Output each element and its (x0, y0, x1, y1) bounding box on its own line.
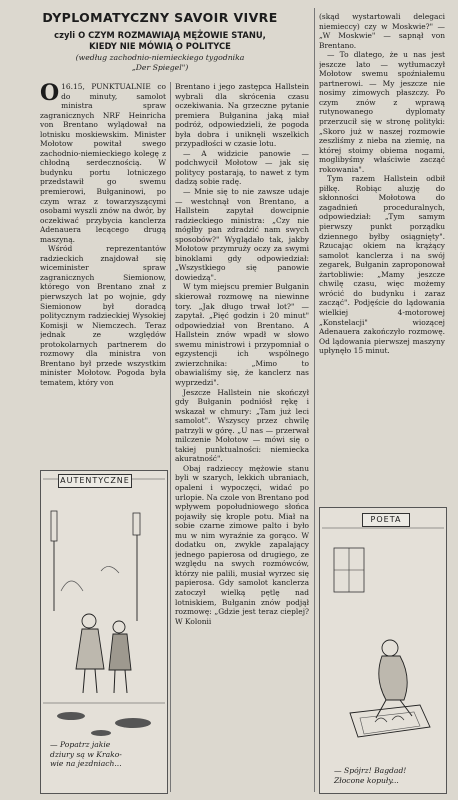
paragraph: — To dlatego, że u nas jest jeszcze lato — wytłumaczył Mołotow swemu spoźniałemu partnerowi. — My jeszcze nie nosimy zimowych płaszczy. Po czym znów z wprawą rutynowanego dyplomaty przerzucił się w stronę polityki: „Skoro już w naszej rozmowie zeszliśmy z nieba na ziemię, na której stoimy obiema nogami, moglibyśmy właściwie zacząć rokowania". (319, 50, 445, 174)
paragraph: Brentano i jego zastępca Hallstein wybrali dla skrócenia czasu oczekiwania. Na grzeczne pytanie premiera Bułganina jaką miał podróż, odpowiedzieli, że pogoda była dobra i uniknęli wszelkich przypadłości w czasie lotu. (175, 82, 309, 149)
paragraph: — A widzicie panowie — podchwycił Mołotow — jak się politycy postarają, to nawet z tym dadzą sobie radę. (175, 148, 309, 187)
cartoon-right-sign: POETA (362, 513, 410, 527)
source-line-1: (według zachodnio-niemieckiego tygodnika (75, 53, 245, 62)
caption-line: — Spójrz! Bagdad! (334, 766, 407, 775)
paragraph: Wśród reprezentantów radzieckich znajdował się wiceminister spraw zagranicznych Siemionow, którego von Brentano znał z pierwszych lat po wojnie, gdy Siemionow był doradcą politycznym radzieckiej Wysokiej Komisji w Niemczech. Teraz jednak ze względów protokolarnych partnerem do rozmowy dla ministra von Brentano był przede wszystkim minister Mołotow. Pogoda była tematem, który von (40, 244, 166, 387)
cartoon-left-sign: AUTENTYCZNE (58, 474, 132, 488)
cartoon-right-caption (334, 766, 442, 785)
cartoon-right-drawing (320, 508, 446, 793)
cartoon-left-caption (50, 740, 162, 769)
paragraph: Obaj radzieccy mężowie stanu byli w szarych, lekkich ubraniach, opaleni i wypoczęci, widać po urlopie. Na czole von Brentano pod wpływem popołudniowego słońca pojawiły się krople potu. Miał na sobie czarne zimowe palto i było mu w nim wyraźnie za gorąco. W dodatku on, zwykle zapalający jednego papierosa od drugiego, ze względu na swych rozmówców, którzy nie palili, musiał wyrzec się papierosa. Gdy samolot kanclerza zatoczył wielką pętlę nad lotniskiem, Bułganin znów podjął rozmowę: „Gdzie jest teraz cieplej? W Kolonii (175, 463, 309, 626)
subtitle-line-1: czyli O CZYM ROZMAWIAJĄ MĘŻOWIE STANU, (54, 30, 266, 40)
paragraph: O 16.15, PUNKTUALNIE co do minuty, samolot ministra spraw zagranicznych NRF Heinricha von Brentano wylądował na lotnisku moskiewskim. Minister Mołotow powitał swego zachodnio-niemieckiego kolegę z chłodną serdecznością. W budynku portu lotniczego przedstawił go swemu premierowi, Bułganinowi, po czym wraz z towarzyszącymi osobami wyszli znów na dwór, by oczekiwać przybycia kanclerza Adenauera lecącego drugą maszyną. (40, 82, 166, 244)
column-divider-left (170, 82, 171, 792)
article-subtitle (34, 30, 286, 52)
cartoon-right (319, 507, 447, 794)
caption-line: Złocone kopuły... (334, 775, 399, 785)
source-line-2: „Der Spiegel") (131, 63, 189, 72)
caption-line: wie na jezdniach... (50, 759, 122, 769)
paragraph: Jeszcze Hallstein nie skończył gdy Bułganin podniósł rękę i wskazał w chmury: „Tam już leci samolot". Wszyscy przez chwilę patrzyli w górę. „U nas — przerwał milczenie Mołotow — mówi się o takiej punktualności: niemiecka akuratność". (175, 387, 309, 464)
article-column-middle (175, 82, 309, 792)
caption-line: dziury są w Krako- (50, 749, 122, 759)
article-title: DYPLOMATYCZNY SAVOIR VIVRE (42, 10, 278, 25)
article-source (34, 53, 286, 73)
article-column-right (319, 12, 445, 500)
paragraph: W tym miejscu premier Bułganin skierował rozmowę na niewinne tory. „Jak długo trwał lot?" — zapytał. „Pięć godzin i 20 minut" odpowiedział von Brentano. A Hallstein znów wpadł w słowo swemu ministrowi i przypomniał o egzystencji ich wspólnego zwierzchnika: „Mimo to obawialiśmy się, że kanclerz nas wyprzedzi". (175, 282, 309, 387)
subtitle-line-2: KIEDY NIE MÓWIĄ O POLITYCE (89, 41, 231, 51)
article-column-left (40, 82, 166, 467)
paragraph: Tym razem Hallstein odbił piłkę. Robiąc aluzję do skłonności Mołotowa do zagadnień proceduralnych, odpowiedział: „Tym samym pierwszy punkt porządku dziennego byłby osiągnięty". Rzucając okiem na krążący samolot kanclerza i na swój zegarek, Bułganin zaproponował żartobliwie: „Mamy jeszcze chwilę czasu, więc możemy wrócić do budynku i zaraz zacząć". Podjęście do lądowania wielkiej 4-motorowej „Konstelacji" wiozącej Adenauera zakończyło rozmowę. Od lądowania pierwszej maszyny upłynęło 15 minut. (319, 174, 445, 356)
paragraph: — Mnie się to nie zawsze udaje — westchnął von Brentano, a Hallstein zapytał dowcipnie radzieckiego ministra: „Czy nie mógłby pan zdradzić nam swych sposobów?" Wyglądało tak, jakby Mołotow przymruży oczy za swymi binoklami gdy odpowiedział: „Wszystkiego się panowie dowiedzą". (175, 187, 309, 282)
paragraph: (skąd wystartowali delegaci niemieccy) czy w Moskwie?" — „W Moskwie" — sapnął von Brentano. (319, 12, 445, 50)
column-divider-right (314, 8, 315, 792)
caption-line: — Popatrz jakie (50, 740, 111, 749)
drop-cap: O (40, 82, 60, 106)
